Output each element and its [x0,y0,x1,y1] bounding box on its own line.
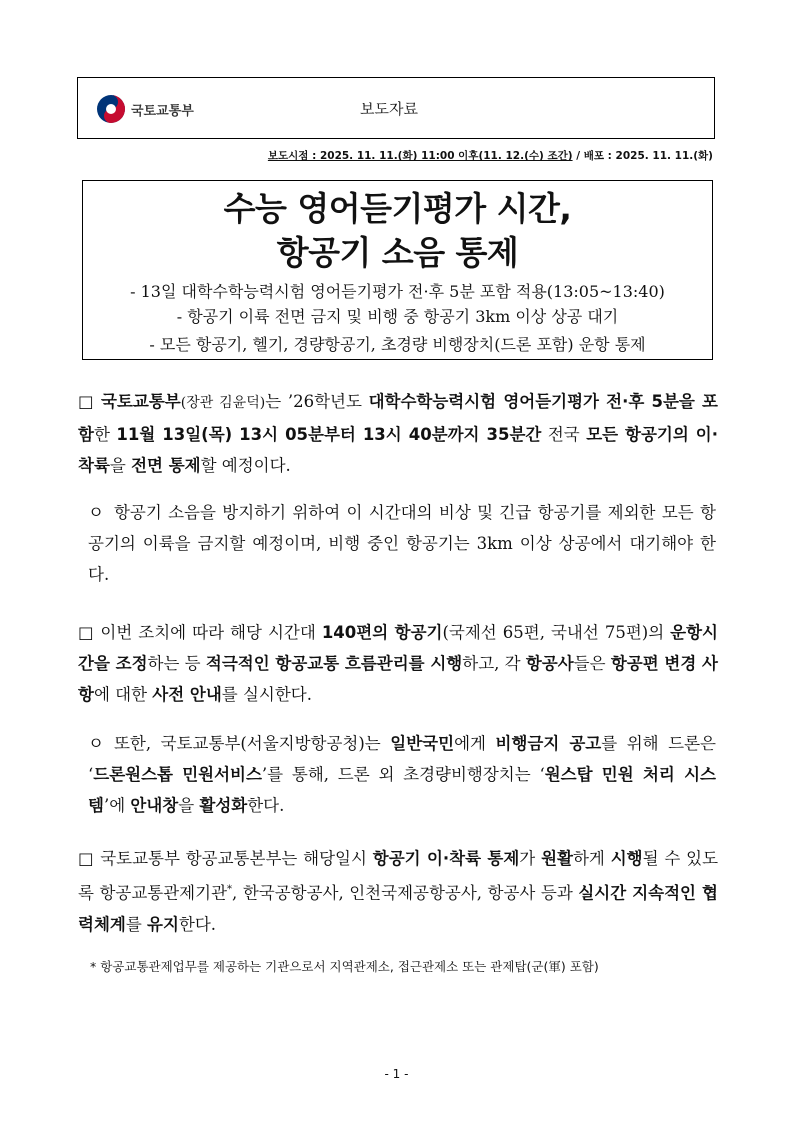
paragraph-2: □ 이번 조치에 따라 해당 시간대 140편의 항공기(국제선 65편, 국내선 75편)의 운항시간을 조정하는 등 적극적인 항공교통 흐름관리를 시행하고, 각 항공사들은 항공편 변경 사항에 대한 사전 안내를 실시한다. [78,623,718,704]
headline-line-1: 수능 영어듣기평가 시간, [223,189,572,228]
release-info [268,148,713,163]
taegeuk-emblem-icon [96,94,126,124]
headline-line-2: 항공기 소음 통제 [276,233,519,272]
release-time: 보도시점 : 2025. 11. 11.(화) 11:00 이후(11. 12.(수) 조간) [267,150,573,162]
square-bullet: □ [78,623,95,642]
subheadline-3: - 모든 항공기, 헬기, 경량항공기, 초경량 비행장치(드론 포함) 운항 통제 [149,335,646,354]
square-bullet: □ [78,849,95,868]
headline-box [82,180,713,360]
footnote: * 항공교통관제업무를 제공하는 기관으로서 지역관제소, 접근관제소 또는 관제탑(군(軍) 포함) [90,959,599,974]
distribution-date: / 배포 : 2025. 11. 11.(화) [572,150,713,162]
paragraph-1-detail: ㅇ 항공기 소음을 방지하기 위하여 이 시간대의 비상 및 긴급 항공기를 제외한 모든 항공기의 이륙을 금지할 예정이며, 비행 중인 항공기는 3km 이상 상공에서 대기해야 한다. [88,503,716,584]
press-release-header [77,77,715,139]
paragraph-2-detail: ㅇ 또한, 국토교통부(서울지방항공청)는 일반국민에게 비행금지 공고를 위해 드론은 ‘드론원스톱 민원서비스’를 통해, 드론 외 초경량비행장치는 ‘원스탑 민원 처리 시스템’에 안내창을 활성화한다. [88,734,716,815]
paragraph-1: □ 국토교통부(장관 김윤덕)는 ’26학년도 대학수학능력시험 영어듣기평가 전·후 5분을 포함한 11월 13일(목) 13시 05분부터 13시 40분까지 35분간 전국 모든 항공기의 이·착륙을 전면 통제할 예정이다. [78,392,718,475]
ministry-logo-text: 국토교통부 [131,103,194,119]
document-type: 보도자료 [360,100,418,118]
circle-bullet: ㅇ [88,503,104,522]
square-bullet: □ [78,392,96,411]
circle-bullet: ㅇ [88,734,104,753]
subheadline-1: - 13일 대학수학능력시험 영어듣기평가 전·후 5분 포함 적용(13:05~13:40) [130,282,665,301]
page-number: - 1 - [384,1067,409,1081]
paragraph-3: □ 국토교통부 항공교통본부는 해당일시 항공기 이·착륙 통제가 원활하게 시행될 수 있도록 항공교통관제기관*, 한국공항공사, 인천국제공항공사, 항공사 등과 실시간 지속적인 협력체계를 유지한다. [78,849,719,934]
ministry-logo [96,94,194,124]
subheadline-2: - 항공기 이륙 전면 금지 및 비행 중 항공기 3km 이상 상공 대기 [176,307,619,326]
